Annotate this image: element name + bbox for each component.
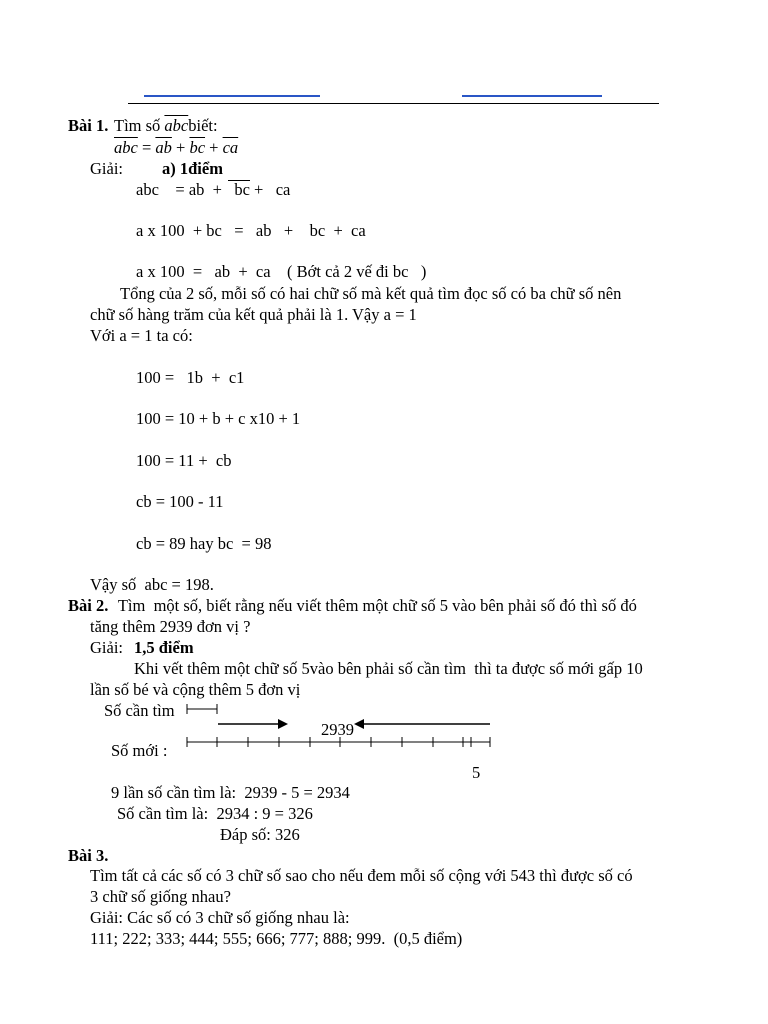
bai2-calc2: Số cần tìm là: 2934 : 9 = 326: [117, 804, 313, 823]
bai3-prompt1: Tìm tất cả các số có 3 chữ số sao cho nếu đem mỗi số cộng với 543 thì được số có: [90, 866, 633, 885]
bai1-with-a: Với a = 1 ta có:: [90, 326, 193, 345]
bai3-list: 111; 222; 333; 444; 555; 666; 777; 888; 999. (0,5 điểm): [90, 929, 463, 948]
bai1-line3: a x 100 = ab + ca ( Bớt cả 2 vế đi bc ): [136, 262, 427, 281]
bai1-step3: 100 = 11 + cb: [136, 451, 232, 470]
bai2-expl1: Khi vết thêm một chữ số 5vào bên phải số cần tìm thì ta được số mới gấp 10: [134, 659, 643, 678]
bai2-expl2: lần số bé và cộng thêm 5 đơn vị: [90, 680, 301, 699]
bai2-prompt1: Tìm một số, biết rằng nếu viết thêm một chữ số 5 vào bên phải số đó thì số đó: [114, 596, 637, 615]
bai1-para2: chữ số hàng trăm của kết quả phải là 1. Vậy a = 1: [90, 305, 417, 324]
bai2-score: 1,5 điểm: [134, 638, 194, 657]
arrow-right-head: [278, 719, 288, 729]
arrow-left-head: [354, 719, 364, 729]
bai1-line2: a x 100 + bc = ab + bc + ca: [136, 221, 366, 240]
bai1-title: Bài 1.: [68, 116, 109, 135]
so-can-tim-label: Số cần tìm: [104, 701, 175, 720]
bai1-prompt: Tìm số $\overline{abc}biết$:: [114, 116, 218, 135]
bai3-prompt2: 3 chữ số giống nhau?: [90, 887, 231, 906]
bai1-score: a) 1điểm: [162, 159, 223, 178]
bai2-calc1: 9 lần số cần tìm là: 2939 - 5 = 2934: [111, 783, 350, 802]
bai3-giai: Giải: Các số có 3 chữ số giống nhau là:: [90, 908, 350, 927]
bai2-title: Bài 2.: [68, 596, 109, 615]
bai1-giai-label: Giải:: [90, 159, 123, 178]
bai2-prompt2: tăng thêm 2939 đơn vị ?: [90, 617, 251, 636]
diagram-value-2939: 2939: [321, 720, 354, 739]
bai1-line1: abc = ab + bc + ca: [136, 180, 291, 199]
bai3-title: Bài 3.: [68, 846, 109, 865]
so-moi-label: Số mới :: [111, 741, 168, 760]
bai1-equation: $\overline{abc} = \overline{ab} + \overline{bc} + \overline{ca}$: [114, 138, 239, 157]
bai1-step4: cb = 100 - 11: [136, 492, 224, 511]
bai1-step1: 100 = 1b + c1: [136, 368, 245, 387]
bai2-answer: Đáp số: 326: [220, 825, 300, 844]
bai2-giai-label: Giải:: [90, 638, 123, 657]
bai1-conclusion: Vậy số abc = 198.: [90, 575, 214, 594]
bai1-step5: cb = 89 hay bc = 98: [136, 534, 272, 553]
diagram-five: 5: [472, 763, 481, 782]
bai1-para1: Tổng của 2 số, mỗi số có hai chữ số mà kết quả tìm đọc số có ba chữ số nên: [120, 284, 622, 303]
bai1-step2: 100 = 10 + b + c x10 + 1: [136, 409, 301, 428]
